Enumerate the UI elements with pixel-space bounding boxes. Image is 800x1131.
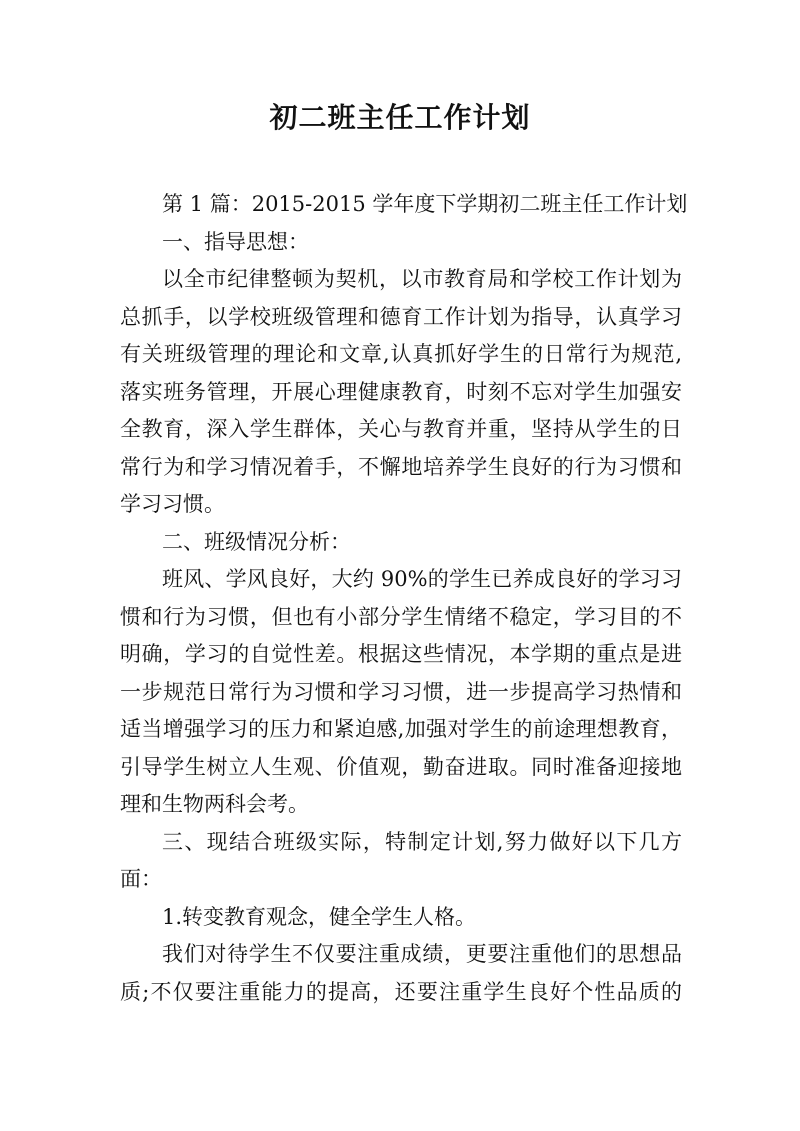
body-line: 全教育，深入学生群体，关心与教育并重，坚持从学生的日 — [120, 417, 682, 441]
body-line: 以全市纪律整顿为契机，以市教育局和学校工作计划为 — [162, 267, 682, 291]
body-line: 面： — [120, 867, 162, 891]
body-line: 有关班级管理的理论和文章,认真抓好学生的日常行为规范, — [120, 342, 682, 366]
body-line: 落实班务管理，开展心理健康教育，时刻不忘对学生加强安 — [120, 379, 682, 404]
body-line: 常行为和学习情况着手，不懈地培养学生良好的行为习惯和 — [120, 454, 682, 479]
body-line: 一、指导思想： — [162, 229, 309, 254]
body-line: 学习习惯。 — [120, 492, 225, 516]
body-line: 理和生物两科会考。 — [120, 792, 309, 816]
body-line: 一步规范日常行为习惯和学习习惯，进一步提高学习热情和 — [120, 679, 682, 704]
body-line: 适当增强学习的压力和紧迫感,加强对学生的前途理想教育， — [120, 717, 682, 741]
body-line: 1.转变教育观念，健全学生人格。 — [162, 904, 477, 929]
body-line: 三、现结合班级实际，特制定计划,努力做好以下几方 — [162, 829, 682, 854]
body-line: 我们对待学生不仅要注重成绩，更要注重他们的思想品 — [162, 942, 682, 966]
body-line: 质;不仅要注重能力的提高，还要注重学生良好个性品质的 — [120, 979, 682, 1004]
document-title: 初二班主任工作计划 — [269, 101, 531, 134]
body-line: 总抓手，以学校班级管理和德育工作计划为指导，认真学习 — [120, 304, 682, 329]
body-line: 班风、学风良好，大约 90%的学生已养成良好的学习习 — [162, 567, 682, 591]
body-line: 惯和行为习惯，但也有小部分学生情绪不稳定，学习目的不 — [120, 604, 682, 629]
document-body — [120, 186, 688, 1011]
body-line: 二、班级情况分析： — [162, 529, 351, 554]
body-line: 明确，学习的自觉性差。根据这些情况，本学期的重点是进 — [120, 642, 682, 666]
body-line: 第 1 篇：2015-2015 学年度下学期初二班主任工作计划 — [162, 192, 688, 216]
body-line: 引导学生树立人生观、价值观，勤奋进取。同时准备迎接地 — [120, 754, 682, 779]
